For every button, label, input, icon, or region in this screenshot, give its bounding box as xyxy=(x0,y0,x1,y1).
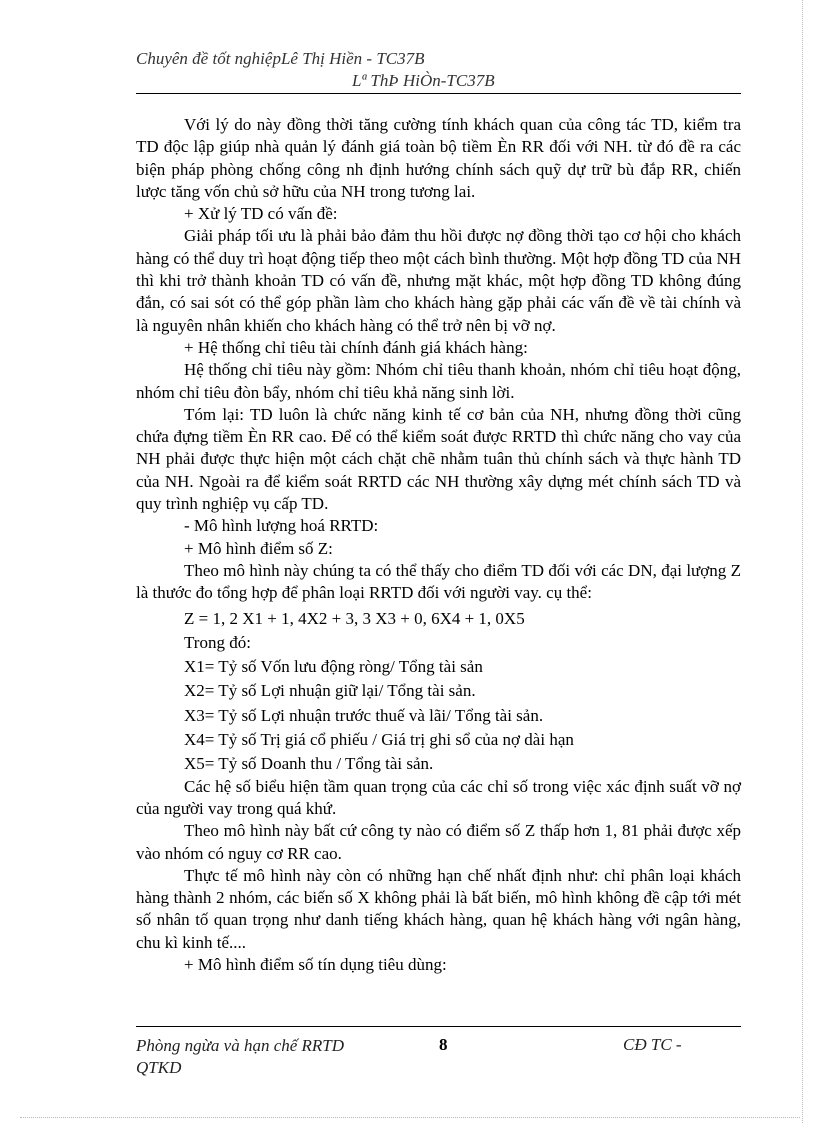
page-number: 8 xyxy=(439,1035,448,1054)
section-heading: + Mô hình điểm số tín dụng tiêu dùng: xyxy=(184,954,447,974)
paragraph: Tóm lại: TD luôn là chức năng kinh tế cơ bản của NH, nhưng đồng thời cũng chứa đựng tiềm Èn RR cao. Để có thể kiểm soát được RRTD thì chức năng cho vay của NH phải được thực hiện một cách chặt chẽ nhằm tuân thủ chính sách và thực hành TD của NH. Ngoài ra để kiểm soát RRTD các NH thường xây dựng mét chính sách TD và quy trình nghiệp vụ cấp TD. xyxy=(136,404,741,514)
header-divider xyxy=(136,93,741,94)
header-title: Chuyên đề tốt nghiệpLê Thị Hiền - TC37B xyxy=(136,49,425,68)
section-heading: + Hệ thống chỉ tiêu tài chính đánh giá khách hàng: xyxy=(184,337,528,357)
paragraph: Theo mô hình này bất cứ công ty nào có điểm số Z thấp hơn 1, 81 phải được xếp vào nhóm có nguy cơ RR cao. xyxy=(136,821,741,863)
formula-item: X5= Tỷ số Doanh thu / Tổng tài sản. xyxy=(184,754,434,774)
paragraph: Với lý do này đồng thời tăng cường tính khách quan của công tác TD, kiểm tra TD độc lập giúp nhà quản lý đánh giá toàn bộ tiềm Èn RR đối với NH. từ đó đề ra các biện pháp phòng chống công nh định hướng chính sách quỹ dự trữ bù đắp RR, chiến lược tăng vốn chủ sở hữu của NH trong tương lai. xyxy=(136,115,741,201)
formula-item: X3= Tỷ số Lợi nhuận trước thuế và lãi/ Tổng tài sản. xyxy=(184,705,544,725)
footer-left xyxy=(136,1035,344,1079)
formula-item: X2= Tỷ số Lợi nhuận giữ lại/ Tổng tài sản. xyxy=(184,681,476,701)
section-heading: - Mô hình lượng hoá RRTD: xyxy=(184,516,379,536)
header-author: Lª ThÞ HiÒn-TC37B xyxy=(352,71,495,90)
footer-divider xyxy=(136,1026,741,1027)
formula-equation: Z = 1, 2 X1 + 1, 4X2 + 3, 3 X3 + 0, 6X4 + 1, 0X5 xyxy=(184,608,525,628)
document-body xyxy=(136,114,741,976)
page-edge-bottom xyxy=(20,1117,800,1118)
footer-dept: QTKD xyxy=(136,1058,182,1077)
section-heading: + Mô hình điểm số Z: xyxy=(184,538,333,558)
paragraph: Thực tế mô hình này còn có những hạn chế nhất định như: chỉ phân loại khách hàng thành 2 nhóm, các biến số X không phải là bất biến, mô hình không đề cập tới mét số nhân tố quan trọng như danh tiếng khách hàng, quan hệ khách hàng với ngân hàng, chu kì kinh tế.... xyxy=(136,865,741,952)
formula-item: X4= Tỷ số Trị giá cổ phiếu / Giá trị ghi sổ của nợ dài hạn xyxy=(184,730,574,750)
footer-right: CĐ TC - xyxy=(623,1035,682,1054)
formula-where: Trong đó: xyxy=(184,632,251,652)
formula-item: X1= Tỷ số Vốn lưu động ròng/ Tổng tài sản xyxy=(184,657,483,677)
paragraph: Hệ thống chỉ tiêu này gồm: Nhóm chỉ tiêu thanh khoản, nhóm chỉ tiêu hoạt động, nhóm chỉ tiêu đòn bẩy, nhóm chỉ tiêu khả năng sinh lời. xyxy=(136,360,741,402)
paragraph: Các hệ số biểu hiện tầm quan trọng của các chỉ số trong việc xác định suất vỡ nợ của người vay trong quá khứ. xyxy=(136,776,741,818)
paragraph: Giải pháp tối ưu là phải bảo đảm thu hồi được nợ đồng thời tạo cơ hội cho khách hàng có thể duy trì hoạt động tiếp theo một cách bình thường. Một hợp đồng TD của NH thì khi trở thành khoản TD có vấn đề, nhưng mặt khác, một hợp đồng TD không đúng đắn, có sai sót có thể góp phần làm cho khách hàng gặp phải các vấn đề về tài chính và là nguyên nhân khiến cho khách hàng có thể trở nên bị vỡ nợ. xyxy=(136,226,741,335)
page-edge-right xyxy=(802,0,803,1123)
paragraph: Theo mô hình này chúng ta có thể thấy cho điểm TD đối với các DN, đại lượng Z là thước đo tổng hợp để phân loại RRTD đối với người vay. cụ thể: xyxy=(136,560,741,603)
section-heading: + Xử lý TD có vấn đề: xyxy=(184,204,338,224)
footer-title: Phòng ngừa và hạn chế RRTD xyxy=(136,1036,345,1055)
